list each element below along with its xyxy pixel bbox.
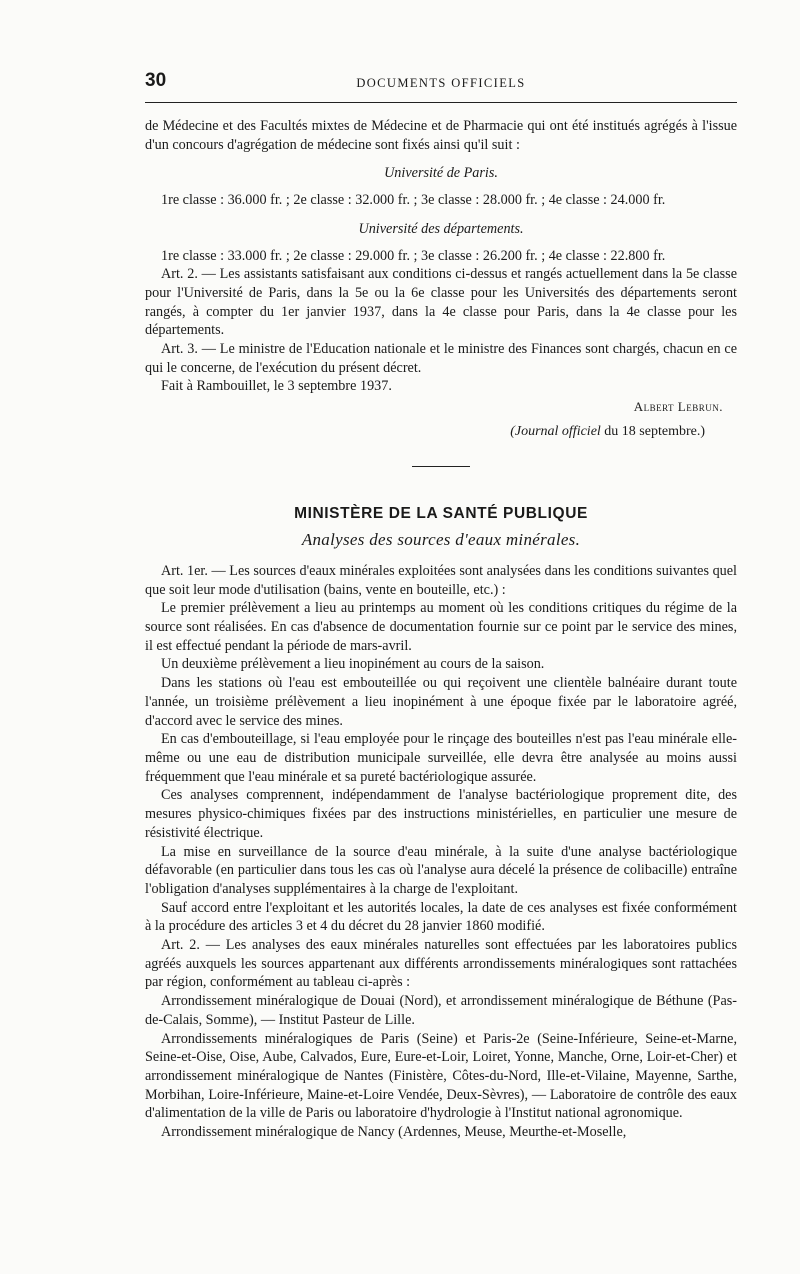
section-subtitle: Analyses des sources d'eaux minérales. xyxy=(301,530,581,550)
source-journal: (Journal officiel xyxy=(510,423,601,439)
document-page xyxy=(145,68,737,1142)
paragraph: Arrondissement minéralogique de Nancy (Ardennes, Meuse, Meurthe-et-Moselle, xyxy=(161,1124,627,1141)
running-title: DOCUMENTS OFFICIELS xyxy=(356,76,526,90)
paragraph: Arrondissements minéralogiques de Paris (Seine) et Paris-2e (Seine-Inférieure, Seine-et-Marne, Seine-et-Oise, Oise, Aube, Calvados, Eure, Eure-et-Loir, Loiret, Yonne, Manche, Orne, Loir-et-Cher) et arrondissement minéralogique de Nantes (Finistère, Côtes-du-Nord, Ille-et-Vilaine, Mayenne, Sarthe, Morbihan, Loire-Inférieure, Maine-et-Loire Vendée, Deux-Sèvres), — Laboratoire de contrôle des eaux d'alimentation de la ville de Paris ou laboratoire d'hydrologie à l'Institut national agronomique. xyxy=(145,1030,737,1122)
header-rule xyxy=(145,102,737,103)
paragraph: Art. 1er. — Les sources d'eaux minérales exploitées sont analysées dans les conditions suivantes quel que soit leur mode d'utilisation (bains, vente en bouteille, etc.) : xyxy=(145,562,737,598)
paris-heading: Université de Paris. xyxy=(384,165,498,182)
section-separator xyxy=(412,466,470,467)
decree-body xyxy=(145,117,737,1142)
paragraph: Arrondissement minéralogique de Douai (Nord), et arrondissement minéralogique de Béthune (Pas-de-Calais, Somme), — Institut Pasteur de Lille. xyxy=(145,993,737,1028)
paragraph: Un deuxième prélèvement a lieu inopinément au cours de la saison. xyxy=(161,656,545,673)
page-header xyxy=(145,68,737,102)
signature: Albert Lebrun. xyxy=(633,399,723,415)
paragraph: Le premier prélèvement a lieu au printemps au moment où les conditions critiques du régime de la source sont réalisées. En cas d'absence de documentation fournie sur ce point par le service des mines, il est effectué pendant la période de mars-avril. xyxy=(145,600,737,654)
decree-opening: de Médecine et des Facultés mixtes de Médecine et de Pharmacie qui ont été institués agrégés à l'issue d'un concours d'agrégation de médecine sont fixés ainsi qu'il suit : xyxy=(145,118,737,153)
paragraph: Dans les stations où l'eau est embouteillée ou qui reçoivent une clientèle balnéaire durant toute l'année, un troisième prélèvement a lieu inopinément à une époque fixée par le laboratoire agréé, d'accord avec le service des mines. xyxy=(145,675,737,729)
page-number: 30 xyxy=(145,70,167,91)
article-2: Art. 2. — Les assistants satisfaisant aux conditions ci-dessus et rangés actuellement dans la 5e classe pour l'Université de Paris, dans la 5e ou la 6e classe pour les Universités des départements seront rangés, à compter du 1er janvier 1937, dans la 4e classe pour Paris, dans la 4e classe pour les départements. xyxy=(145,266,737,339)
section-title: MINISTÈRE DE LA SANTÉ PUBLIQUE xyxy=(294,504,588,522)
paragraph: Ces analyses comprennent, indépendamment de l'analyse bactériologique proprement dite, des mesures physico-chimiques fixées par des instructions ministérielles, en particulier une mesure de résistivité électrique. xyxy=(145,787,737,841)
article-3: Art. 3. — Le ministre de l'Education nationale et le ministre des Finances sont chargés, chacun en ce qui le concerne, de l'exécution du présent décret. xyxy=(145,341,737,376)
paris-salaries: 1re classe : 36.000 fr. ; 2e classe : 32.000 fr. ; 3e classe : 28.000 fr. ; 4e classe : 24.000 fr. xyxy=(161,192,666,209)
departments-heading: Université des départements. xyxy=(358,220,524,237)
source-date: du 18 septembre.) xyxy=(600,423,705,439)
paragraph: Sauf accord entre l'exploitant et les autorités locales, la date de ces analyses est fixée conformément à la procédure des articles 3 et 4 du décret du 28 janvier 1860 modifié. xyxy=(145,899,737,935)
departments-salaries: 1re classe : 33.000 fr. ; 2e classe : 29.000 fr. ; 3e classe : 26.200 fr. ; 4e classe : 22.800 fr. xyxy=(161,247,666,264)
fait-line: Fait à Rambouillet, le 3 septembre 1937. xyxy=(161,378,392,395)
source-citation xyxy=(145,423,737,442)
paragraph: Art. 2. — Les analyses des eaux minérales naturelles sont effectuées par les laboratoires publics agréés auxquels les sources appartenant aux différents arrondissements minéralogiques sont rattachées par région, conformément au tableau ci-après : xyxy=(145,937,737,991)
paragraph: La mise en surveillance de la source d'eau minérale, à la suite d'une analyse bactériologique défavorable (en particulier dans tous les cas où l'analyse aura décelé la présence de colibacille) entraîne l'obligation d'analyses supplémentaires à la charge de l'exploitant. xyxy=(145,843,737,897)
paragraph: En cas d'embouteillage, si l'eau employée pour le rinçage des bouteilles n'est pas l'eau minérale elle-même ou une eau de distribution municipale surveillée, elle devra être analysée au moins aussi fréquemment que l'eau minérale et sa pureté bactériologique assurée. xyxy=(145,731,737,785)
